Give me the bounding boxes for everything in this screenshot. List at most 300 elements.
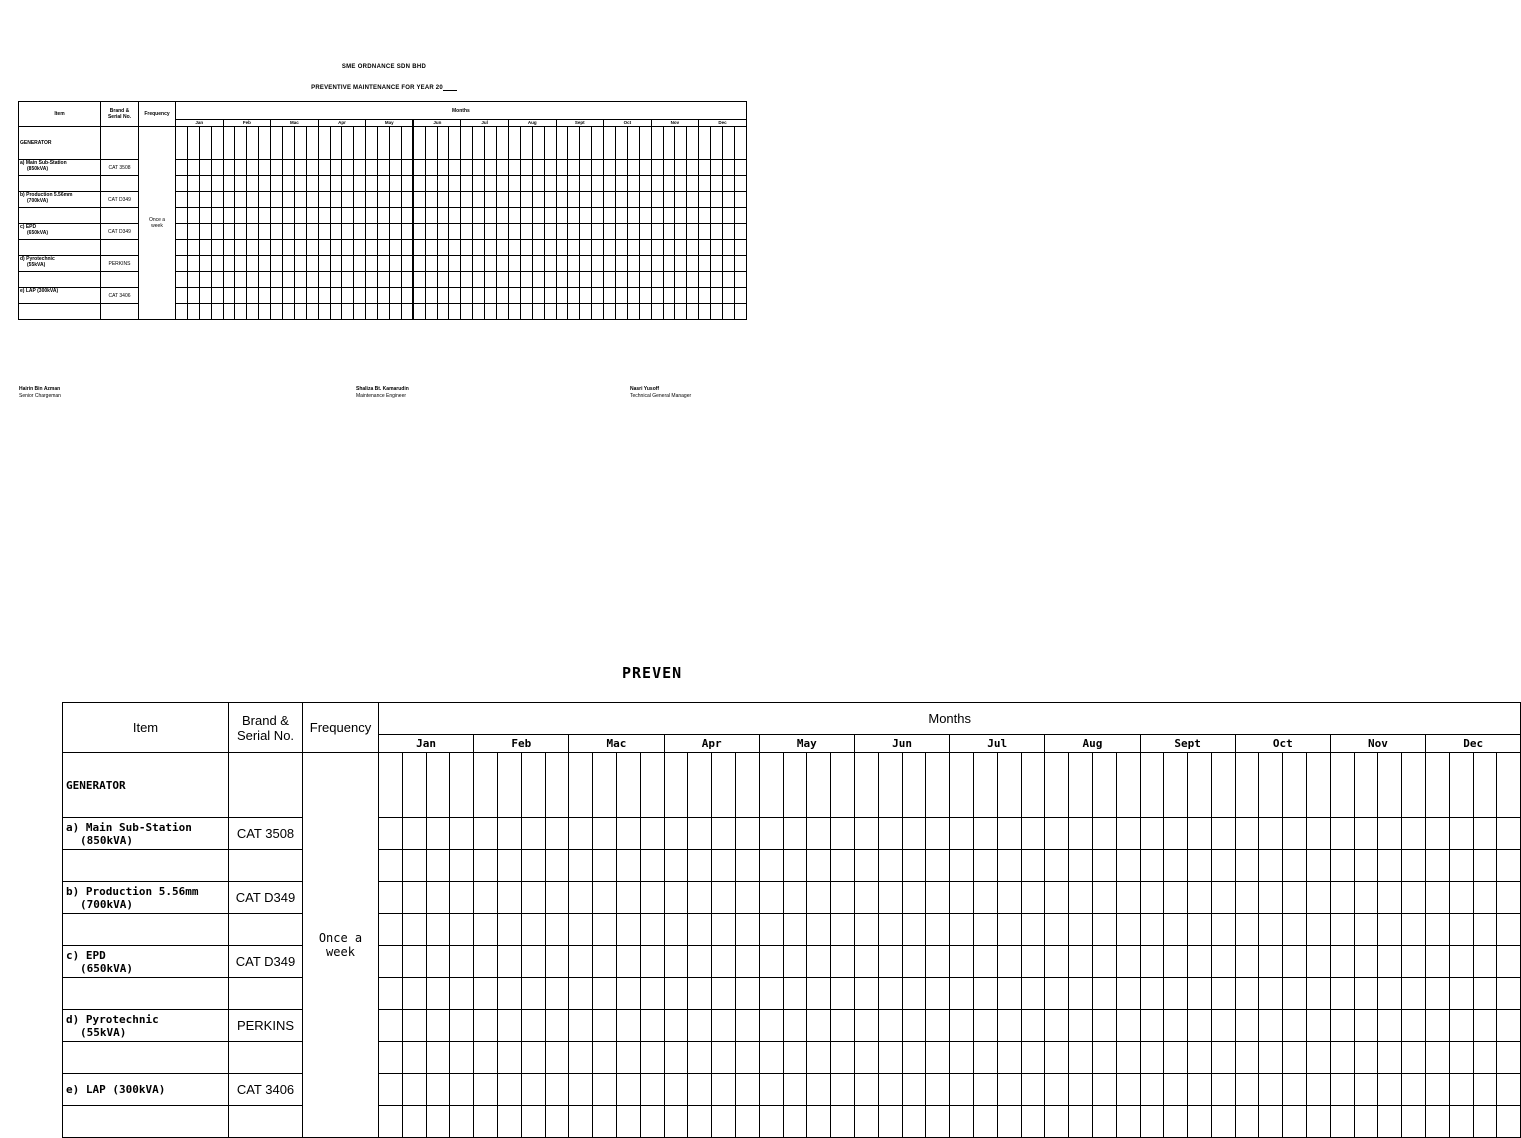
schedule-cell[interactable] bbox=[474, 914, 498, 946]
schedule-cell[interactable] bbox=[449, 208, 461, 224]
schedule-cell[interactable] bbox=[413, 208, 425, 224]
schedule-cell[interactable] bbox=[235, 127, 247, 160]
schedule-cell[interactable] bbox=[627, 240, 639, 256]
schedule-cell[interactable] bbox=[390, 288, 402, 304]
schedule-cell[interactable] bbox=[926, 1042, 950, 1074]
schedule-cell[interactable] bbox=[1021, 1010, 1045, 1042]
schedule-cell[interactable] bbox=[1378, 753, 1402, 818]
schedule-cell[interactable] bbox=[508, 127, 520, 160]
schedule-cell[interactable] bbox=[1021, 978, 1045, 1010]
schedule-cell[interactable] bbox=[580, 256, 592, 272]
schedule-cell[interactable] bbox=[688, 1010, 712, 1042]
schedule-cell[interactable] bbox=[247, 224, 259, 240]
schedule-cell[interactable] bbox=[1164, 1042, 1188, 1074]
schedule-cell[interactable] bbox=[485, 176, 497, 192]
schedule-cell[interactable] bbox=[831, 1106, 855, 1138]
schedule-cell[interactable] bbox=[520, 272, 532, 288]
schedule-cell[interactable] bbox=[807, 1010, 831, 1042]
schedule-cell[interactable] bbox=[831, 850, 855, 882]
schedule-cell[interactable] bbox=[235, 256, 247, 272]
schedule-cell[interactable] bbox=[640, 850, 664, 882]
schedule-cell[interactable] bbox=[1426, 1106, 1450, 1138]
schedule-cell[interactable] bbox=[342, 240, 354, 256]
schedule-cell[interactable] bbox=[615, 160, 627, 176]
schedule-cell[interactable] bbox=[306, 224, 318, 240]
schedule-cell[interactable] bbox=[592, 304, 604, 320]
schedule-cell[interactable] bbox=[664, 946, 688, 978]
schedule-cell[interactable] bbox=[259, 288, 271, 304]
schedule-cell[interactable] bbox=[1449, 850, 1473, 882]
schedule-cell[interactable] bbox=[366, 272, 378, 288]
schedule-cell[interactable] bbox=[687, 256, 699, 272]
schedule-cell[interactable] bbox=[544, 208, 556, 224]
schedule-cell[interactable] bbox=[425, 272, 437, 288]
schedule-cell[interactable] bbox=[497, 1010, 521, 1042]
schedule-cell[interactable] bbox=[711, 288, 723, 304]
schedule-cell[interactable] bbox=[402, 753, 426, 818]
schedule-cell[interactable] bbox=[366, 304, 378, 320]
schedule-cell[interactable] bbox=[176, 208, 188, 224]
schedule-cell[interactable] bbox=[997, 882, 1021, 914]
schedule-cell[interactable] bbox=[568, 224, 580, 240]
schedule-cell[interactable] bbox=[508, 160, 520, 176]
schedule-cell[interactable] bbox=[664, 882, 688, 914]
schedule-cell[interactable] bbox=[497, 288, 509, 304]
schedule-cell[interactable] bbox=[1426, 818, 1450, 850]
schedule-cell[interactable] bbox=[342, 288, 354, 304]
schedule-cell[interactable] bbox=[783, 1106, 807, 1138]
schedule-cell[interactable] bbox=[973, 1074, 997, 1106]
schedule-cell[interactable] bbox=[485, 192, 497, 208]
schedule-cell[interactable] bbox=[926, 753, 950, 818]
schedule-cell[interactable] bbox=[474, 1042, 498, 1074]
schedule-cell[interactable] bbox=[854, 978, 878, 1010]
schedule-cell[interactable] bbox=[1116, 914, 1140, 946]
schedule-cell[interactable] bbox=[401, 272, 413, 288]
schedule-cell[interactable] bbox=[247, 208, 259, 224]
schedule-cell[interactable] bbox=[556, 224, 568, 240]
schedule-cell[interactable] bbox=[1402, 818, 1426, 850]
schedule-cell[interactable] bbox=[294, 288, 306, 304]
schedule-cell[interactable] bbox=[699, 176, 711, 192]
schedule-cell[interactable] bbox=[1449, 882, 1473, 914]
schedule-cell[interactable] bbox=[1140, 1010, 1164, 1042]
schedule-cell[interactable] bbox=[592, 224, 604, 240]
schedule-cell[interactable] bbox=[1497, 818, 1521, 850]
schedule-cell[interactable] bbox=[379, 946, 403, 978]
schedule-cell[interactable] bbox=[1426, 946, 1450, 978]
schedule-cell[interactable] bbox=[366, 224, 378, 240]
schedule-cell[interactable] bbox=[699, 256, 711, 272]
schedule-cell[interactable] bbox=[508, 240, 520, 256]
schedule-cell[interactable] bbox=[1188, 753, 1212, 818]
schedule-cell[interactable] bbox=[902, 818, 926, 850]
schedule-cell[interactable] bbox=[1211, 1074, 1235, 1106]
schedule-cell[interactable] bbox=[485, 208, 497, 224]
schedule-cell[interactable] bbox=[283, 224, 295, 240]
schedule-cell[interactable] bbox=[664, 1010, 688, 1042]
schedule-cell[interactable] bbox=[401, 240, 413, 256]
schedule-cell[interactable] bbox=[379, 1010, 403, 1042]
schedule-cell[interactable] bbox=[711, 272, 723, 288]
schedule-cell[interactable] bbox=[187, 304, 199, 320]
schedule-cell[interactable] bbox=[604, 127, 616, 160]
schedule-cell[interactable] bbox=[711, 304, 723, 320]
schedule-cell[interactable] bbox=[664, 1074, 688, 1106]
schedule-cell[interactable] bbox=[497, 946, 521, 978]
schedule-cell[interactable] bbox=[450, 753, 474, 818]
schedule-cell[interactable] bbox=[521, 1106, 545, 1138]
schedule-cell[interactable] bbox=[783, 850, 807, 882]
schedule-cell[interactable] bbox=[604, 272, 616, 288]
schedule-cell[interactable] bbox=[199, 224, 211, 240]
schedule-cell[interactable] bbox=[1116, 850, 1140, 882]
schedule-cell[interactable] bbox=[1259, 753, 1283, 818]
schedule-cell[interactable] bbox=[1283, 1106, 1307, 1138]
schedule-cell[interactable] bbox=[1473, 882, 1497, 914]
schedule-cell[interactable] bbox=[532, 240, 544, 256]
schedule-cell[interactable] bbox=[1354, 1074, 1378, 1106]
schedule-cell[interactable] bbox=[378, 160, 390, 176]
schedule-cell[interactable] bbox=[508, 208, 520, 224]
schedule-cell[interactable] bbox=[735, 914, 759, 946]
schedule-cell[interactable] bbox=[1330, 1106, 1354, 1138]
schedule-cell[interactable] bbox=[878, 978, 902, 1010]
schedule-cell[interactable] bbox=[722, 304, 734, 320]
schedule-cell[interactable] bbox=[734, 240, 746, 256]
schedule-cell[interactable] bbox=[663, 176, 675, 192]
schedule-cell[interactable] bbox=[413, 192, 425, 208]
schedule-cell[interactable] bbox=[664, 818, 688, 850]
schedule-cell[interactable] bbox=[521, 1074, 545, 1106]
schedule-cell[interactable] bbox=[426, 1074, 450, 1106]
schedule-cell[interactable] bbox=[366, 192, 378, 208]
schedule-cell[interactable] bbox=[473, 176, 485, 192]
schedule-cell[interactable] bbox=[627, 272, 639, 288]
schedule-cell[interactable] bbox=[176, 224, 188, 240]
schedule-cell[interactable] bbox=[1402, 1074, 1426, 1106]
schedule-cell[interactable] bbox=[1307, 1074, 1331, 1106]
schedule-cell[interactable] bbox=[639, 192, 651, 208]
schedule-cell[interactable] bbox=[437, 256, 449, 272]
schedule-cell[interactable] bbox=[1021, 914, 1045, 946]
schedule-cell[interactable] bbox=[651, 304, 663, 320]
schedule-cell[interactable] bbox=[426, 1042, 450, 1074]
schedule-cell[interactable] bbox=[401, 224, 413, 240]
schedule-cell[interactable] bbox=[545, 850, 569, 882]
schedule-cell[interactable] bbox=[199, 272, 211, 288]
schedule-cell[interactable] bbox=[807, 1074, 831, 1106]
schedule-cell[interactable] bbox=[1211, 914, 1235, 946]
schedule-cell[interactable] bbox=[187, 256, 199, 272]
schedule-cell[interactable] bbox=[354, 272, 366, 288]
schedule-cell[interactable] bbox=[211, 192, 223, 208]
schedule-cell[interactable] bbox=[902, 946, 926, 978]
schedule-cell[interactable] bbox=[330, 272, 342, 288]
schedule-cell[interactable] bbox=[569, 753, 593, 818]
schedule-cell[interactable] bbox=[1140, 946, 1164, 978]
schedule-cell[interactable] bbox=[675, 304, 687, 320]
schedule-cell[interactable] bbox=[687, 127, 699, 160]
schedule-cell[interactable] bbox=[235, 192, 247, 208]
schedule-cell[interactable] bbox=[639, 160, 651, 176]
schedule-cell[interactable] bbox=[520, 288, 532, 304]
schedule-cell[interactable] bbox=[402, 978, 426, 1010]
schedule-cell[interactable] bbox=[699, 127, 711, 160]
schedule-cell[interactable] bbox=[712, 1010, 736, 1042]
schedule-cell[interactable] bbox=[342, 192, 354, 208]
schedule-cell[interactable] bbox=[1497, 1010, 1521, 1042]
schedule-cell[interactable] bbox=[1021, 1074, 1045, 1106]
schedule-cell[interactable] bbox=[318, 304, 330, 320]
schedule-cell[interactable] bbox=[1426, 850, 1450, 882]
schedule-cell[interactable] bbox=[271, 192, 283, 208]
schedule-cell[interactable] bbox=[831, 914, 855, 946]
schedule-cell[interactable] bbox=[426, 818, 450, 850]
schedule-cell[interactable] bbox=[688, 850, 712, 882]
schedule-cell[interactable] bbox=[1354, 818, 1378, 850]
schedule-cell[interactable] bbox=[473, 224, 485, 240]
schedule-cell[interactable] bbox=[1211, 1010, 1235, 1042]
schedule-cell[interactable] bbox=[556, 176, 568, 192]
schedule-cell[interactable] bbox=[759, 1010, 783, 1042]
schedule-cell[interactable] bbox=[1164, 978, 1188, 1010]
schedule-cell[interactable] bbox=[675, 240, 687, 256]
schedule-cell[interactable] bbox=[520, 176, 532, 192]
schedule-cell[interactable] bbox=[1092, 818, 1116, 850]
schedule-cell[interactable] bbox=[926, 946, 950, 978]
schedule-cell[interactable] bbox=[426, 1010, 450, 1042]
schedule-cell[interactable] bbox=[854, 1106, 878, 1138]
schedule-cell[interactable] bbox=[1473, 753, 1497, 818]
schedule-cell[interactable] bbox=[1307, 1010, 1331, 1042]
schedule-cell[interactable] bbox=[402, 818, 426, 850]
schedule-cell[interactable] bbox=[437, 304, 449, 320]
schedule-cell[interactable] bbox=[1402, 850, 1426, 882]
schedule-cell[interactable] bbox=[294, 176, 306, 192]
schedule-cell[interactable] bbox=[1211, 1106, 1235, 1138]
schedule-cell[interactable] bbox=[532, 256, 544, 272]
schedule-cell[interactable] bbox=[366, 288, 378, 304]
schedule-cell[interactable] bbox=[663, 288, 675, 304]
schedule-cell[interactable] bbox=[1140, 882, 1164, 914]
schedule-cell[interactable] bbox=[712, 753, 736, 818]
schedule-cell[interactable] bbox=[878, 1042, 902, 1074]
schedule-cell[interactable] bbox=[342, 160, 354, 176]
schedule-cell[interactable] bbox=[545, 882, 569, 914]
schedule-cell[interactable] bbox=[413, 127, 425, 160]
schedule-cell[interactable] bbox=[1307, 1106, 1331, 1138]
schedule-cell[interactable] bbox=[568, 208, 580, 224]
schedule-cell[interactable] bbox=[1069, 1106, 1093, 1138]
schedule-cell[interactable] bbox=[592, 176, 604, 192]
schedule-cell[interactable] bbox=[461, 192, 473, 208]
schedule-cell[interactable] bbox=[449, 240, 461, 256]
schedule-cell[interactable] bbox=[330, 256, 342, 272]
schedule-cell[interactable] bbox=[402, 1010, 426, 1042]
schedule-cell[interactable] bbox=[593, 850, 617, 882]
schedule-cell[interactable] bbox=[199, 208, 211, 224]
schedule-cell[interactable] bbox=[354, 192, 366, 208]
schedule-cell[interactable] bbox=[497, 818, 521, 850]
schedule-cell[interactable] bbox=[616, 1106, 640, 1138]
schedule-cell[interactable] bbox=[1259, 818, 1283, 850]
schedule-cell[interactable] bbox=[604, 160, 616, 176]
schedule-cell[interactable] bbox=[187, 127, 199, 160]
schedule-cell[interactable] bbox=[259, 224, 271, 240]
schedule-cell[interactable] bbox=[568, 192, 580, 208]
schedule-cell[interactable] bbox=[532, 176, 544, 192]
schedule-cell[interactable] bbox=[508, 224, 520, 240]
schedule-cell[interactable] bbox=[592, 240, 604, 256]
schedule-cell[interactable] bbox=[235, 224, 247, 240]
schedule-cell[interactable] bbox=[615, 127, 627, 160]
schedule-cell[interactable] bbox=[593, 914, 617, 946]
schedule-cell[interactable] bbox=[675, 127, 687, 160]
schedule-cell[interactable] bbox=[1283, 978, 1307, 1010]
schedule-cell[interactable] bbox=[247, 256, 259, 272]
schedule-cell[interactable] bbox=[580, 224, 592, 240]
schedule-cell[interactable] bbox=[545, 978, 569, 1010]
schedule-cell[interactable] bbox=[663, 272, 675, 288]
schedule-cell[interactable] bbox=[474, 1010, 498, 1042]
schedule-cell[interactable] bbox=[568, 127, 580, 160]
schedule-cell[interactable] bbox=[1354, 1010, 1378, 1042]
schedule-cell[interactable] bbox=[734, 304, 746, 320]
schedule-cell[interactable] bbox=[878, 946, 902, 978]
schedule-cell[interactable] bbox=[425, 160, 437, 176]
schedule-cell[interactable] bbox=[390, 160, 402, 176]
schedule-cell[interactable] bbox=[831, 818, 855, 850]
schedule-cell[interactable] bbox=[283, 288, 295, 304]
schedule-cell[interactable] bbox=[1188, 914, 1212, 946]
schedule-cell[interactable] bbox=[402, 882, 426, 914]
schedule-cell[interactable] bbox=[1426, 1010, 1450, 1042]
schedule-cell[interactable] bbox=[783, 978, 807, 1010]
schedule-cell[interactable] bbox=[390, 304, 402, 320]
schedule-cell[interactable] bbox=[556, 288, 568, 304]
schedule-cell[interactable] bbox=[1235, 1106, 1259, 1138]
schedule-cell[interactable] bbox=[556, 192, 568, 208]
schedule-cell[interactable] bbox=[437, 176, 449, 192]
schedule-cell[interactable] bbox=[1497, 946, 1521, 978]
schedule-cell[interactable] bbox=[639, 224, 651, 240]
schedule-cell[interactable] bbox=[592, 208, 604, 224]
schedule-cell[interactable] bbox=[1497, 914, 1521, 946]
schedule-cell[interactable] bbox=[950, 946, 974, 978]
schedule-cell[interactable] bbox=[675, 288, 687, 304]
schedule-cell[interactable] bbox=[521, 914, 545, 946]
schedule-cell[interactable] bbox=[902, 850, 926, 882]
schedule-cell[interactable] bbox=[854, 946, 878, 978]
schedule-cell[interactable] bbox=[580, 176, 592, 192]
schedule-cell[interactable] bbox=[450, 1106, 474, 1138]
schedule-cell[interactable] bbox=[235, 160, 247, 176]
schedule-cell[interactable] bbox=[1188, 1074, 1212, 1106]
schedule-cell[interactable] bbox=[1069, 914, 1093, 946]
schedule-cell[interactable] bbox=[675, 224, 687, 240]
schedule-cell[interactable] bbox=[211, 127, 223, 160]
schedule-cell[interactable] bbox=[759, 914, 783, 946]
schedule-cell[interactable] bbox=[699, 192, 711, 208]
schedule-cell[interactable] bbox=[1378, 850, 1402, 882]
schedule-cell[interactable] bbox=[1069, 1074, 1093, 1106]
schedule-cell[interactable] bbox=[639, 240, 651, 256]
schedule-cell[interactable] bbox=[687, 192, 699, 208]
schedule-cell[interactable] bbox=[568, 304, 580, 320]
schedule-cell[interactable] bbox=[211, 240, 223, 256]
schedule-cell[interactable] bbox=[1402, 1010, 1426, 1042]
schedule-cell[interactable] bbox=[271, 304, 283, 320]
schedule-cell[interactable] bbox=[235, 288, 247, 304]
schedule-cell[interactable] bbox=[1235, 850, 1259, 882]
schedule-cell[interactable] bbox=[473, 288, 485, 304]
schedule-cell[interactable] bbox=[1378, 1010, 1402, 1042]
schedule-cell[interactable] bbox=[378, 256, 390, 272]
schedule-cell[interactable] bbox=[402, 946, 426, 978]
schedule-cell[interactable] bbox=[366, 240, 378, 256]
schedule-cell[interactable] bbox=[199, 240, 211, 256]
schedule-cell[interactable] bbox=[807, 1042, 831, 1074]
schedule-cell[interactable] bbox=[926, 1106, 950, 1138]
schedule-cell[interactable] bbox=[688, 753, 712, 818]
schedule-cell[interactable] bbox=[1045, 882, 1069, 914]
schedule-cell[interactable] bbox=[1140, 978, 1164, 1010]
schedule-cell[interactable] bbox=[235, 208, 247, 224]
schedule-cell[interactable] bbox=[223, 176, 235, 192]
schedule-cell[interactable] bbox=[354, 240, 366, 256]
schedule-cell[interactable] bbox=[473, 208, 485, 224]
schedule-cell[interactable] bbox=[520, 192, 532, 208]
schedule-cell[interactable] bbox=[1188, 946, 1212, 978]
schedule-cell[interactable] bbox=[950, 818, 974, 850]
schedule-cell[interactable] bbox=[926, 978, 950, 1010]
schedule-cell[interactable] bbox=[688, 1042, 712, 1074]
schedule-cell[interactable] bbox=[1283, 753, 1307, 818]
schedule-cell[interactable] bbox=[712, 882, 736, 914]
schedule-cell[interactable] bbox=[532, 192, 544, 208]
schedule-cell[interactable] bbox=[330, 304, 342, 320]
schedule-cell[interactable] bbox=[473, 256, 485, 272]
schedule-cell[interactable] bbox=[1235, 882, 1259, 914]
schedule-cell[interactable] bbox=[544, 192, 556, 208]
schedule-cell[interactable] bbox=[878, 914, 902, 946]
schedule-cell[interactable] bbox=[556, 272, 568, 288]
schedule-cell[interactable] bbox=[688, 978, 712, 1010]
schedule-cell[interactable] bbox=[366, 208, 378, 224]
schedule-cell[interactable] bbox=[568, 256, 580, 272]
schedule-cell[interactable] bbox=[902, 882, 926, 914]
schedule-cell[interactable] bbox=[569, 1106, 593, 1138]
schedule-cell[interactable] bbox=[473, 160, 485, 176]
schedule-cell[interactable] bbox=[734, 160, 746, 176]
schedule-cell[interactable] bbox=[1307, 850, 1331, 882]
schedule-cell[interactable] bbox=[1045, 753, 1069, 818]
schedule-cell[interactable] bbox=[211, 208, 223, 224]
schedule-cell[interactable] bbox=[569, 850, 593, 882]
schedule-cell[interactable] bbox=[390, 240, 402, 256]
schedule-cell[interactable] bbox=[294, 304, 306, 320]
schedule-cell[interactable] bbox=[294, 208, 306, 224]
schedule-cell[interactable] bbox=[1330, 850, 1354, 882]
schedule-cell[interactable] bbox=[950, 1074, 974, 1106]
schedule-cell[interactable] bbox=[413, 256, 425, 272]
schedule-cell[interactable] bbox=[294, 160, 306, 176]
schedule-cell[interactable] bbox=[1211, 1042, 1235, 1074]
schedule-cell[interactable] bbox=[615, 272, 627, 288]
schedule-cell[interactable] bbox=[1283, 818, 1307, 850]
schedule-cell[interactable] bbox=[413, 304, 425, 320]
